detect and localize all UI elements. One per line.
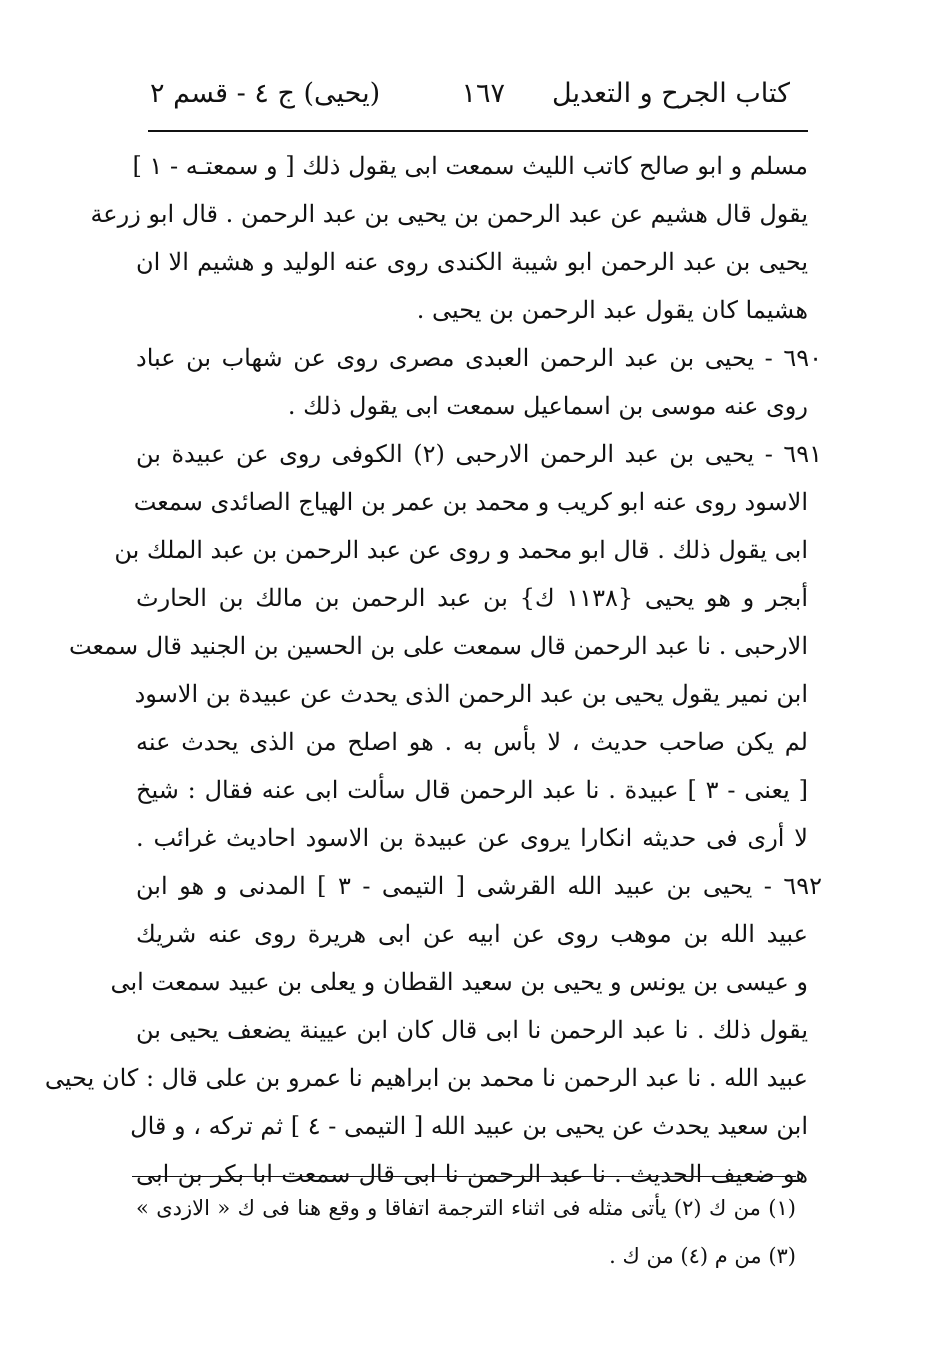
text-line: هشيما كان يقول عبد الرحمن بن يحيى . (416, 296, 808, 324)
text-line: ابى يقول ذلك . قال ابو محمد و روى عن عبد الرحمن بن عبد الملك بن (114, 536, 808, 564)
entry-691-start: ٦٩١ - يحيى بن عبد الرحمن الارحبى (٢) الكوفى روى عن عبيدة بن (136, 440, 822, 468)
text-line: أبجر و هو يحيى {١١٣٨ ك} بن عبد الرحمن بن مالك بن الحارث (136, 584, 808, 612)
footnote-line: (١) من ك (٢) يأتى مثله فى اثناء الترجمة اتفاقا و وقع هنا فى ك « الازدى » (136, 1196, 796, 1220)
text-line: الاسود روى عنه ابو كريب و محمد بن عمر بن الهياج الصائدى سمعت (133, 488, 808, 516)
header-rule (148, 130, 808, 132)
text-line: ابن سعيد يحدث عن يحيى بن عبيد الله [ التيمى - ٤ ] ثم تركه ، و قال (130, 1112, 808, 1140)
text-line: روى عنه موسى بن اسماعيل سمعت ابى يقول ذلك . (287, 392, 808, 420)
page-header (150, 78, 790, 124)
footnote-line: (٣) من م (٤) من ك . (609, 1244, 796, 1268)
entry-692-start: ٦٩٢ - يحيى بن عبيد الله القرشى [ التيمى - ٣ ] المدنى و هو ابن (136, 872, 822, 900)
page-number: ١٦٧ (461, 78, 505, 109)
text-line: لم يكن صاحب حديث ، لا بأس به . هو اصلح من الذى يحدث عنه (136, 728, 808, 756)
text-line: الارحبى . نا عبد الرحمن قال سمعت على بن الحسين بن الجنيد قال سمعت (68, 632, 808, 660)
text-line: مسلم و ابو صالح كاتب الليث سمعت ابى يقول ذلك [ و سمعتـه - ١ ] (132, 152, 808, 180)
part-info: (يحيى) ج ٤ - قسم ٢ (150, 78, 381, 109)
footnote-rule (132, 1176, 796, 1177)
text-line: عبيد الله . نا عبد الرحمن نا محمد بن ابراهيم نا عمرو بن على قال : كان يحيى (44, 1064, 808, 1092)
book-title: كتاب الجرح و التعديل (552, 78, 790, 109)
text-line: و عيسى بن يونس و يحيى بن سعيد القطان و يعلى بن عبيد سمعت ابى (110, 968, 808, 996)
body-text (44, 142, 822, 1198)
text-line: هو ضعيف الحديث . نا عبد الرحمن نا ابى قال سمعت ابا بكر بن ابى (136, 1160, 808, 1188)
text-line: يحيى بن عبد الرحمن ابو شيبة الكندى روى عنه الوليد و هشيم الا ان (136, 248, 808, 276)
text-line: لا أرى فى حديثه انكارا يروى عن عبيدة بن الاسود احاديث غرائب . (136, 824, 808, 852)
text-line: يقول ذلك . نا عبد الرحمن نا ابى قال كان ابن عيينة يضعف يحيى بن (136, 1016, 808, 1044)
footnotes (136, 1184, 796, 1280)
text-line: ابن نمير يقول يحيى بن عبد الرحمن الذى يحدث عن عبيدة بن الاسود (134, 680, 808, 708)
text-line: يقول قال هشيم عن عبد الرحمن بن يحيى بن عبد الرحمن . قال ابو زرعة (90, 200, 808, 228)
text-line: [ يعنى - ٣ ] عبيدة . نا عبد الرحمن قال سألت ابى عنه فقال : شيخ (136, 776, 808, 804)
text-line: عبيد الله بن موهب روى عن ابيه عن ابى هريرة روى عنه شريك (136, 920, 808, 948)
entry-690-start: ٦٩٠ - يحيى بن عبد الرحمن العبدى مصرى روى عن شهاب بن عباد (136, 344, 822, 372)
